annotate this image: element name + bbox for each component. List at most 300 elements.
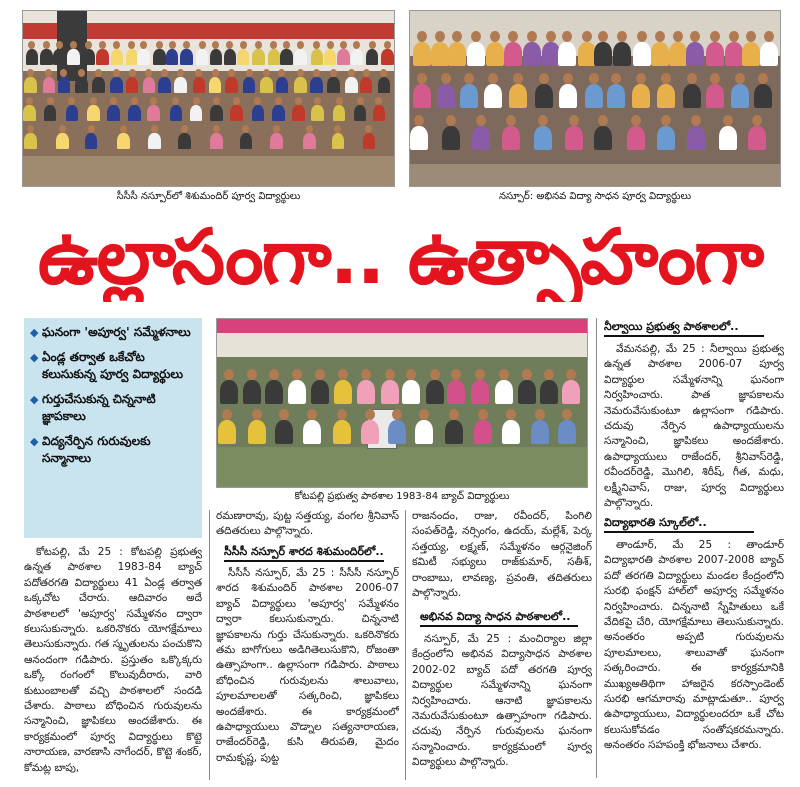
person-silhouette [210, 133, 223, 150]
person-silhouette [558, 420, 576, 444]
highlight-item: ◆ ఘనంగా 'అపూర్వ' సమ్మేళనాలు [30, 325, 191, 339]
person-head [338, 369, 348, 380]
person-head [334, 125, 341, 133]
person-silhouette [153, 49, 166, 66]
person-head [353, 41, 360, 49]
article-abhinava: నస్పూర్, మే 25 : మంచిర్యాల జిల్లా కేంద్రంలోని అభినవ విద్యాసాధన పాఠశాల 2002-02 బ్యాచ్ పదో తరగతి పూర్వ విద్యార్థుల సమ్మేళనాన్ని ఘనంగా నిర్వహించారు. ఆనాటి జ్ఞాపకాలను నెమరువేసుకుంటూ ఉత్సాహంగా గడిపారు. చదువు నేర్పిన గురువులను ఘనంగా సన్మానించారు. కార్యక్రమంలో పూర్వ విద్యార్థులు పాల్గొన్నారు. [412, 633, 592, 769]
person-head [569, 115, 579, 126]
person-silhouette [594, 126, 612, 150]
person-head [471, 31, 481, 42]
person-silhouette [332, 133, 345, 150]
person-head [687, 73, 697, 84]
person-silhouette [252, 49, 265, 66]
person-head [110, 97, 117, 105]
person-head [539, 73, 549, 84]
person-head [337, 409, 347, 420]
person-head [252, 409, 262, 420]
person-head [169, 41, 176, 49]
person-silhouette [657, 84, 675, 108]
person-head [131, 97, 138, 105]
person-head [406, 369, 416, 380]
person-silhouette [324, 49, 337, 66]
article-kotapalli: కోటపల్లి, మే 25 : కోటపల్లి ప్రభుత్వ ఉన్నత పాఠశాల 1983-84 బ్యాచ్ పదోతరగతి విద్యార్థులు 41 ఏండ్ల తర్వాత ఒక్కచోట చేరారు. ఆదివారం అదే పాఠశాలలో 'అపూర్వ' సమ్మేళనం ద్వారా కలుసుకున్నారు. ఒకరినొకరు యోగక్షేమాలు తెలుసుకున్నారు. గత స్మృతులను పంచుకొని ఆనందంగా గడిపారు. ప్రస్తుతం ఒక్కొక్కరు ఒక్కో రంగంలో కొలువుదీరారు, వారి కుటుంబాలతో వచ్చి పాఠశాలలో సందడి చేశారు. పాఠాలు బోధించిన గురువులను సన్మానించి, జ్ఞాపికలు అందజేశారు. ఈ కార్యక్రమంలో పూర్వ విద్యార్థులు కొట్టె నారాయణ, వారణాసి నాగేందర్, కొట్టె శంకర్, కోమట్ల బాపు, [24, 546, 202, 774]
person-silhouette [437, 84, 455, 108]
person-silhouette [166, 49, 179, 66]
highlight-item: ◆ గుర్తుచేసుకున్న చిన్ననాటి జ్ఞాపకాలు [30, 392, 156, 423]
person-head [255, 41, 262, 49]
person-silhouette [310, 77, 323, 94]
subhead-nilvai: నీల్వాయి ప్రభుత్వ పాఠశాలలో.. [604, 320, 739, 333]
person-silhouette [559, 84, 577, 108]
person-silhouette [24, 77, 37, 94]
person-silhouette [748, 126, 766, 150]
person-silhouette [535, 84, 553, 108]
person-head [375, 97, 382, 105]
diamond-bullet-icon: ◆ [30, 435, 39, 448]
person-head [68, 97, 75, 105]
person-silhouette [268, 49, 281, 66]
person-silhouette [220, 380, 238, 404]
person-head [392, 409, 402, 420]
person-head [490, 31, 500, 42]
person-head [506, 409, 516, 420]
person-head [363, 69, 370, 77]
person-silhouette [128, 105, 141, 122]
person-head [475, 369, 485, 380]
person-head [723, 115, 733, 126]
person-head [43, 41, 50, 49]
person-head [691, 115, 701, 126]
person-head [446, 115, 456, 126]
person-silhouette [270, 133, 283, 150]
person-head [488, 73, 498, 84]
person-silhouette [669, 42, 687, 66]
person-silhouette [760, 42, 778, 66]
person-silhouette [178, 133, 191, 150]
person-head [546, 31, 556, 42]
person-silhouette [82, 49, 95, 66]
person-head [242, 125, 249, 133]
person-head [247, 369, 257, 380]
person-silhouette [275, 420, 293, 444]
person-silhouette [413, 42, 431, 66]
person-silhouette [366, 49, 379, 66]
person-head [589, 73, 599, 84]
person-silhouette [351, 49, 364, 66]
person-head [419, 409, 429, 420]
person-head [327, 41, 334, 49]
person-silhouette [196, 49, 209, 66]
person-silhouette [58, 77, 71, 94]
subhead-underline [224, 560, 384, 562]
person-silhouette [44, 105, 57, 122]
person-head [246, 69, 253, 77]
person-head [513, 73, 523, 84]
person-head [637, 31, 647, 42]
person-head [598, 115, 608, 126]
person-head [369, 41, 376, 49]
person-silhouette [288, 380, 306, 404]
subhead-ccc-shishumandir: సీసీసీ నస్పూర్ శారద శిశుమందిర్‌లో.. [224, 545, 384, 558]
person-silhouette [158, 77, 171, 94]
article-ccc-shishumandir: సీసీసీ నస్పూర్, మే 25 : సీసీసీ నస్పూర్ శారద శిశుమందిర్ పాఠశాల 2006-07 బ్యాచ్ విద్యార్థులు 'అపూర్వ' సమ్మేళనం ద్వారా కలుసుకున్నారు. చిన్ననాటి జ్ఞాపకాలను గుర్తు చేసుకున్నారు. ఒకరినొకరు తమ బాగోగులు అడిగితెలుసుకొని, రోజంతా ఉత్సాహంగా.. ఉల్లాసంగా గడిపారు. పాఠాలు బోధించిన గురువులను శాలువాలు, పూలమాలలతో సత్కరించి, జ్ఞాపికలు అందజేశారు. ఈ కార్యక్రమంలో ఉపాధ్యాయులు వొడ్నాల సత్యనారాయణ, రాజేందర్‌రెడ్డి, కుసి తిరుపతి, మైదం రామకృష్ణ, పుట్ట [216, 567, 399, 764]
person-silhouette [272, 105, 285, 122]
person-silhouette [686, 42, 704, 66]
person-silhouette [504, 42, 522, 66]
person-head [506, 115, 516, 126]
highlights-box [24, 318, 202, 538]
person-head [275, 97, 282, 105]
article-col3-top: రాజనందం, రాజు, రవీందర్, పింగిలి సంపత్‌రెడ్డి, నర్సింగం, ఉదయ్, మల్లేశ్, పెర్క సత్తయ్య, లక్ష్మణ్, సమ్మేళనం ఆర్గనైజింగ్ కమిటీ సభ్యులు రాజ్‌కుమార్, సతీశ్, రాంబాబు, లావణ్య, ప్రవంతి, తదితరులు పాల్గొన్నారు. [412, 510, 592, 600]
person-silhouette [447, 380, 465, 404]
highlight-item: ◆ ఏండ్ల తర్వాత ఒకేచోట కలుసుకున్న పూర్వ విద్యార్థులు [30, 350, 184, 381]
person-silhouette [426, 380, 444, 404]
person-head [306, 125, 313, 133]
person-silhouette [633, 42, 651, 66]
person-head [26, 97, 33, 105]
person-head [361, 369, 371, 380]
person-silhouette [23, 105, 36, 122]
person-silhouette [495, 380, 513, 404]
person-silhouette [190, 105, 203, 122]
person-silhouette [683, 84, 701, 108]
person-silhouette [126, 77, 139, 94]
person-silhouette [378, 77, 391, 94]
person-silhouette [174, 77, 187, 94]
person-silhouette [467, 42, 485, 66]
person-silhouette [415, 420, 433, 444]
person-silhouette [92, 77, 105, 94]
person-silhouette [265, 380, 283, 404]
person-head [380, 69, 387, 77]
person-silhouette [474, 420, 492, 444]
person-head [140, 41, 147, 49]
person-head [357, 97, 364, 105]
person-head [313, 69, 320, 77]
person-silhouette [137, 49, 150, 66]
article-nilvai: వేమనపల్లి, మే 25 : నీల్వాయి ప్రభుత్వ ఉన్నత పాఠశాల 2006-07 పూర్వ విద్యార్థుల సమ్మేళనాన్ని ఘనంగా నిర్వహించారు. పాత జ్ఞాపకాలను నెమరువేసుకుంటూ ఉల్లాసంగా గడిపారు. చదువు నేర్పిన ఉపాధ్యాయులను సన్మానించి, జ్ఞాపికలు అందజేశారు. ఉపాధ్యాయులు రాజేందర్, శ్రీనివాస్‌రెడ్డి, రవీందర్‌రెడ్డి, మొగిలి, శిరీష్, గీత, మధు, లక్ష్మీనివాస్, రాజు, పూర్వ విద్యార్థులు పాల్గొన్నారు. [604, 343, 784, 510]
person-silhouette [518, 380, 536, 404]
person-silhouette [719, 126, 737, 150]
person-silhouette [126, 49, 139, 66]
person-silhouette [24, 133, 37, 150]
person-head [563, 73, 573, 84]
person-head [181, 125, 188, 133]
person-head [673, 31, 683, 42]
person-head [499, 369, 509, 380]
person-silhouette [280, 49, 293, 66]
person-silhouette [248, 420, 266, 444]
person-head [279, 409, 289, 420]
photo-kotapalli-school [216, 318, 588, 488]
person-head [283, 41, 290, 49]
person-silhouette [381, 380, 399, 404]
subhead-underline [604, 335, 764, 337]
person-head [631, 115, 641, 126]
person-head [254, 97, 261, 105]
person-head [330, 69, 337, 77]
person-silhouette [210, 49, 223, 66]
person-silhouette [361, 420, 379, 444]
person-head [348, 69, 355, 77]
photo-ccc-shishumandir [22, 10, 395, 187]
person-silhouette [540, 380, 558, 404]
person-head [233, 97, 240, 105]
person-head [224, 369, 234, 380]
person-head [365, 409, 375, 420]
person-silhouette [311, 105, 324, 122]
person-silhouette [87, 105, 100, 122]
person-head [292, 369, 302, 380]
person-head [710, 31, 720, 42]
person-silhouette [53, 49, 66, 66]
person-silhouette [448, 42, 466, 66]
column-divider [405, 510, 406, 780]
person-head [161, 69, 168, 77]
person-head [263, 69, 270, 77]
person-silhouette [252, 105, 265, 122]
person-head [90, 97, 97, 105]
photo-caption-kotapalli: కోటపల్లి ప్రభుత్వ పాఠశాల 1983-84 బ్యాచ్ విద్యార్థులు [294, 491, 510, 502]
person-silhouette [531, 420, 549, 444]
subhead-vidyabharathi: విద్యాభారతి స్కూల్‌లో.. [604, 516, 707, 529]
person-head [269, 369, 279, 380]
person-head [655, 31, 665, 42]
person-silhouette [243, 77, 256, 94]
diamond-bullet-icon: ◆ [30, 326, 39, 339]
person-silhouette [731, 84, 749, 108]
person-head [365, 125, 372, 133]
person-silhouette [75, 77, 88, 94]
person-head [177, 69, 184, 77]
person-head [478, 409, 488, 420]
person-silhouette [276, 77, 289, 94]
person-head [611, 73, 621, 84]
person-silhouette [706, 84, 724, 108]
person-head [156, 41, 163, 49]
person-silhouette [148, 133, 161, 150]
person-head [70, 41, 77, 49]
person-silhouette [117, 133, 130, 150]
person-silhouette [651, 42, 669, 66]
person-silhouette [294, 49, 307, 66]
person-head [99, 41, 106, 49]
person-silhouette [337, 49, 350, 66]
person-head [120, 125, 127, 133]
person-silhouette [43, 77, 56, 94]
person-head [544, 369, 554, 380]
person-head [297, 69, 304, 77]
person-head [710, 73, 720, 84]
person-silhouette [534, 126, 552, 150]
person-silhouette [486, 42, 504, 66]
person-head [151, 125, 158, 133]
person-head [45, 69, 52, 77]
person-silhouette [180, 49, 193, 66]
column-divider [209, 510, 210, 780]
person-head [441, 73, 451, 84]
person-head [417, 31, 427, 42]
person-silhouette [292, 105, 305, 122]
person-silhouette [578, 42, 596, 66]
person-silhouette [687, 126, 705, 150]
person-head [336, 97, 343, 105]
person-head [240, 41, 247, 49]
person-silhouette [237, 49, 250, 66]
person-head [199, 41, 206, 49]
person-silhouette [657, 126, 675, 150]
person-head [384, 41, 391, 49]
person-silhouette [56, 133, 69, 150]
person-head [56, 41, 63, 49]
column-divider [596, 318, 597, 778]
person-head [145, 69, 152, 77]
person-head [228, 69, 235, 77]
person-head [172, 97, 179, 105]
person-silhouette [147, 105, 160, 122]
person-head [527, 31, 537, 42]
person-silhouette [594, 42, 612, 66]
person-head [566, 369, 576, 380]
person-silhouette [445, 420, 463, 444]
person-silhouette [460, 84, 478, 108]
person-head [636, 73, 646, 84]
person-silhouette [260, 77, 273, 94]
person-head [27, 69, 34, 77]
person-silhouette [360, 77, 373, 94]
person-silhouette [111, 49, 124, 66]
person-head [314, 97, 321, 105]
diamond-bullet-icon: ◆ [30, 351, 39, 364]
person-head [27, 125, 34, 133]
person-head [582, 31, 592, 42]
person-head [430, 369, 440, 380]
person-head [88, 125, 95, 133]
person-silhouette [110, 77, 123, 94]
person-head [47, 97, 54, 105]
person-head [752, 115, 762, 126]
person-head [535, 409, 545, 420]
person-head [661, 115, 671, 126]
person-head [449, 409, 459, 420]
person-head [193, 97, 200, 105]
person-silhouette [230, 105, 243, 122]
person-head [464, 73, 474, 84]
person-silhouette [502, 126, 520, 150]
person-head [222, 409, 232, 420]
person-head [129, 69, 136, 77]
person-silhouette [225, 77, 238, 94]
diamond-bullet-icon: ◆ [30, 393, 39, 406]
person-silhouette [402, 380, 420, 404]
person-silhouette [311, 380, 329, 404]
person-silhouette [509, 84, 527, 108]
person-head [183, 41, 190, 49]
person-silhouette [243, 380, 261, 404]
highlight-item: ◆ విద్యనేర్పిన గురువులకు సన్మానాలు [30, 434, 151, 465]
person-head [522, 369, 532, 380]
person-head [297, 41, 304, 49]
person-silhouette [327, 77, 340, 94]
subhead-underline [604, 531, 754, 533]
person-silhouette [585, 84, 603, 108]
person-silhouette [143, 77, 156, 94]
person-silhouette [442, 126, 460, 150]
person-head [562, 31, 572, 42]
person-head [417, 73, 427, 84]
person-silhouette [357, 380, 375, 404]
person-silhouette [96, 49, 109, 66]
person-head [85, 41, 92, 49]
person-silhouette [240, 133, 253, 150]
person-head [95, 69, 102, 77]
person-silhouette [210, 105, 223, 122]
person-silhouette [218, 420, 236, 444]
page-headline: ఉల్లాసంగా.. ఉత్సాహంగా [37, 212, 763, 301]
person-silhouette [754, 84, 772, 108]
person-silhouette [431, 42, 449, 66]
person-head [113, 69, 120, 77]
person-silhouette [303, 133, 316, 150]
person-silhouette [334, 380, 352, 404]
person-silhouette [333, 420, 351, 444]
subhead-underline [420, 625, 578, 627]
person-silhouette [333, 105, 346, 122]
person-silhouette [413, 84, 431, 108]
person-silhouette [706, 42, 724, 66]
person-head [213, 97, 220, 105]
person-silhouette [632, 84, 650, 108]
person-silhouette [410, 126, 428, 150]
person-head [307, 409, 317, 420]
person-head [340, 41, 347, 49]
person-silhouette [170, 105, 183, 122]
person-head [212, 69, 219, 77]
photo-caption-abhinava: నస్పూర్: అభినవ విద్యా సాధన పూర్వ విద్యార్థులు [498, 191, 692, 202]
person-head [78, 69, 85, 77]
person-silhouette [224, 49, 237, 66]
person-head [150, 97, 157, 105]
article-vidyabharathi: తాండూర్, మే 25 : తాండూర్ విద్యాభారతి పాఠశాల 2007-2008 బ్యాచ్ పదో తరగతి విద్యార్థులు మండల కేంద్రంలోని సురభి ఫంక్షన్ హాల్‌లో అపూర్వ సమ్మేళనం నిర్వహించారు. చిన్ననాటి స్నేహితులు ఒకే వేదికపై చేరి, యోగక్షేమాలు తెలుసుకున్నారు. అనంతరం అప్పటి గురువులను పూలమాలలు, శాలువాతో ఘనంగా సత్కరించారు. ఈ కార్యక్రమానికి ముఖ్యఅతిథిగా హాజరైన కరస్పాండెంట్ సురభి ఆగమారావు మాట్లాడుతూ.. పూర్వ ఉపాధ్యాయులు, విద్యార్థులందరూ ఒకే చోట కలుసుకోవడం సంతోషకరమన్నారు. అనంతరం సహపంక్తి భోజనాలు చేశారు. [604, 539, 784, 752]
person-silhouette [484, 84, 502, 108]
person-silhouette [472, 126, 490, 150]
person-head [451, 369, 461, 380]
person-head [295, 97, 302, 105]
person-silhouette [26, 49, 39, 66]
person-silhouette [294, 77, 307, 94]
person-silhouette [85, 133, 98, 150]
person-silhouette [311, 49, 324, 66]
person-silhouette [66, 105, 79, 122]
person-head [538, 115, 548, 126]
person-head [735, 73, 745, 84]
person-head [758, 73, 768, 84]
person-head [273, 125, 280, 133]
person-silhouette [67, 49, 80, 66]
person-silhouette [373, 105, 386, 122]
subhead-abhinava: అభినవ విద్యా సాధన పాఠశాలలో.. [420, 610, 571, 623]
person-silhouette [193, 77, 206, 94]
person-silhouette [725, 42, 743, 66]
person-silhouette [40, 49, 53, 66]
article-col2-intro: రమణారావు, పుట్ట సత్తయ్య, వంగల శ్రీనివాస్ తదితరులు పాల్గొన్నారు. [216, 510, 399, 538]
person-head [476, 115, 486, 126]
person-silhouette [471, 380, 489, 404]
photo-abhinava-vidya [409, 10, 781, 187]
person-silhouette [565, 126, 583, 150]
person-silhouette [558, 42, 576, 66]
person-head [59, 125, 66, 133]
